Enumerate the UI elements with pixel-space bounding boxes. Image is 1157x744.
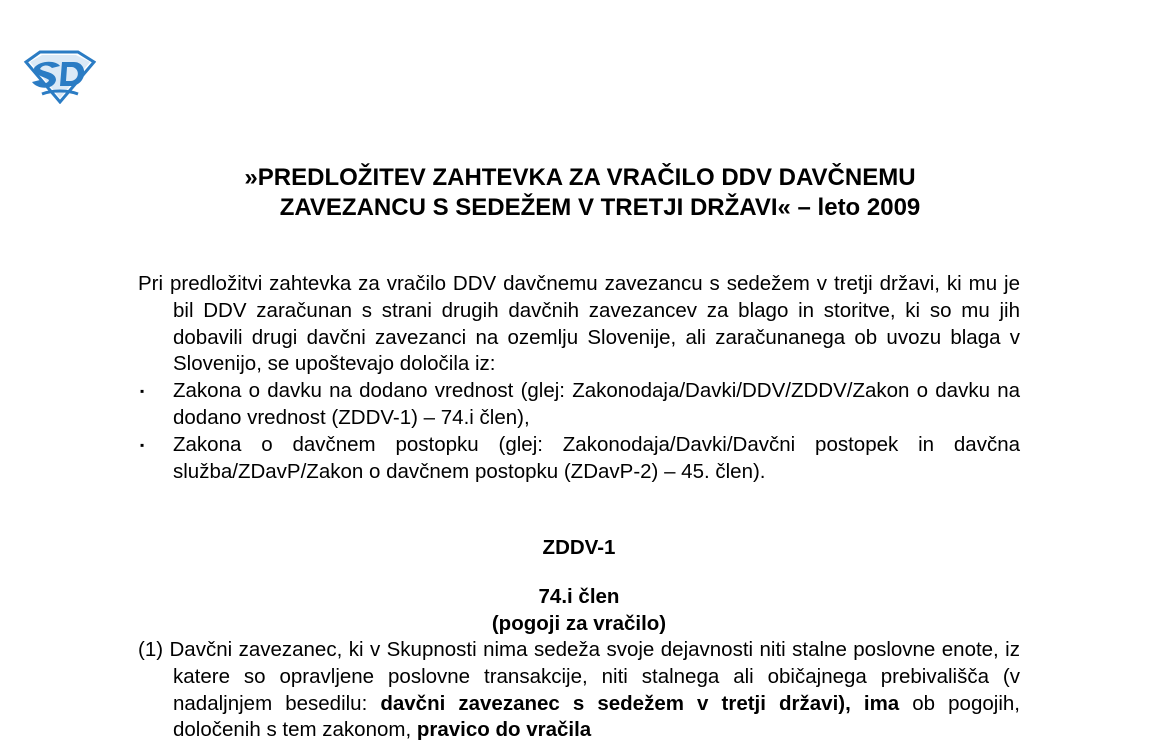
paragraph-text: (1) Davčni zavezanec, ki v Skupnosti nima sedeža svoje dejavnosti niti stalne poslovne enote, iz katere so opravljene poslovne transakcije, niti stalnega ali običajnega prebivališča (v nadaljnjem besedilu: [138, 638, 1020, 715]
paragraph-bold-term: davčni zavezanec s sedežem v tretji državi), [380, 691, 851, 715]
bullet-icon: ▪ [140, 384, 145, 399]
intro-paragraph: Pri predložitvi zahtevka za vračilo DDV davčnemu zavezancu s sedežem v tretji državi, ki mu je bil DDV zaračunan s strani drugih davčnih zavezancev za blago in storitve, ki so mu jih dobavili drugi davčni zavezanci na ozemlju Slovenije, ali zaračunanega ob uvozu blaga v Slovenijo, se upoštevajo določila iz: [138, 272, 1020, 376]
title-line-2: ZAVEZANCU S SEDEŽEM V TRETJI DRŽAVI« – leto 2009 [279, 194, 921, 221]
article-body [138, 637, 1020, 744]
intro-section [138, 271, 1020, 485]
bullet-item [138, 378, 1020, 432]
article-number: 74.i člen [538, 585, 620, 608]
paragraph-text: ob pogojih, določenih s tem zakonom, [173, 691, 1020, 742]
title-line-1: »PREDLOŽITEV ZAHTEVKA ZA VRAČILO DDV DAVČNEMU [244, 164, 916, 191]
paragraph-bold-right: pravico do vračila [416, 718, 592, 742]
article-paragraph-1 [138, 637, 1020, 744]
paragraph-bold-verb: ima [850, 691, 900, 715]
bullet-text: Zakona o davčnem postopku (glej: Zakonodaja/Davki/Davčni postopek in davčna služba/ZDavP/Zakon o davčnem postopku (ZDavP-2) – 45. člen). [173, 432, 1020, 483]
bullet-icon: ▪ [140, 437, 145, 452]
section-heading: ZDDV-1 [542, 536, 616, 559]
company-logo [22, 50, 96, 104]
bullet-text: Zakona o davku na dodano vrednost (glej: Zakonodaja/Davki/DDV/ZDDV/Zakon o davku na dodano vrednost (ZDDV-1) – 74.i člen), [173, 379, 1020, 429]
bullet-item [138, 432, 1020, 486]
document-title [120, 163, 1040, 223]
article-title: (pogoji za vračilo) [491, 612, 667, 635]
